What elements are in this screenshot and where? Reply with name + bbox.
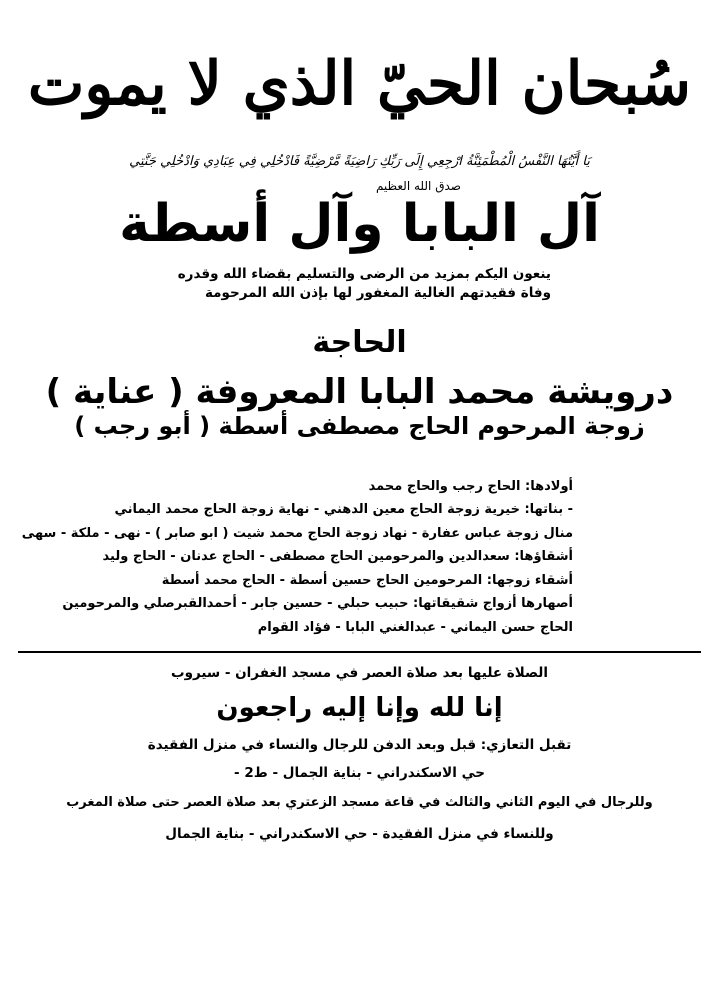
relatives-line: الحاج حسن اليماني - عبدالغني البابا - فؤاد القوام: [257, 619, 573, 635]
women-condolences: وللنساء في منزل الفقيدة - حي الاسكندراني - بناية الجمال: [165, 826, 554, 843]
mourning-line: ينعون اليكم بمزيد من الرضى والتسليم بقضاء الله وقدره: [177, 265, 551, 282]
inna-lillah: إنا لله وإنا إليه راجعون: [216, 693, 503, 724]
quran-verse: يَا أَيَّتُهَا النَّفْسُ الْمُطْمَئِنَّةُ ارْجِعِي إِلَى رَبِّكِ رَاضِيَةً مَّرْضِيَّةً فَادْخُلِي فِي عِبَادِي وَادْخُلِي جَنَّتِي: [129, 154, 590, 169]
relatives-list: [18, 475, 701, 640]
men-condolences: وللرجال في اليوم الثاني والثالث في قاعة مسجد الزعتري بعد صلاة العصر حتى صلاة المغرب: [66, 794, 653, 810]
sadaq-note: صدق الله العظيم: [375, 179, 461, 193]
deceased-title: الحاجة: [312, 324, 407, 360]
relatives-line: أولادها: الحاج رجب والحاج محمد: [368, 478, 573, 494]
deceased-spouse: زوجة المرحوم الحاج مصطفى أسطة ( أبو رجب ): [74, 412, 645, 441]
relatives-line: أصهارها أزواج شقيقاتها: حبيب حبلي - حسين جابر - أحمدالقبرصلي والمرحومين: [62, 596, 573, 612]
calligraphy-heading: سُبحان الحيّ الذي لا يموت: [27, 49, 692, 119]
families-heading: آل البابا وآل أسطة: [119, 194, 600, 254]
relatives-line: أشقاء زوجها: المرحومين الحاج حسين أسطة - الحاج محمد أسطة: [161, 572, 573, 588]
condolences-line: تقبل التعازي: قبل وبعد الدفن للرجال والنساء في منزل الفقيدة: [147, 736, 572, 753]
funeral-prayer: الصلاة عليها بعد صلاة العصر في مسجد الغفران - سيروب: [171, 665, 548, 682]
deceased-name: درويشة محمد البابا المعروفة ( عناية ): [45, 371, 674, 412]
mourning-statement: [18, 265, 701, 304]
relatives-line: منال زوجة عباس عفارة - نهاد زوجة الحاج محمد شيت ( ابو صابر ) - نهى - ملكة - سهى: [21, 525, 573, 541]
mourning-line: وفاة فقيدتهم الغالية المغفور لها بإذن الله المرحومة: [205, 285, 551, 302]
condolences-address: حي الاسكندراني - بناية الجمال - ط2 -: [234, 764, 485, 781]
section-divider: [18, 651, 701, 653]
relatives-line: أشقاؤها: سعدالدين والمرحومين الحاج مصطفى - الحاج عدنان - الحاج وليد: [102, 549, 573, 565]
relatives-line: - بناتها: خيرية زوجة الحاج معين الدهني - نهاية زوجة الحاج محمد اليماني: [114, 502, 573, 518]
